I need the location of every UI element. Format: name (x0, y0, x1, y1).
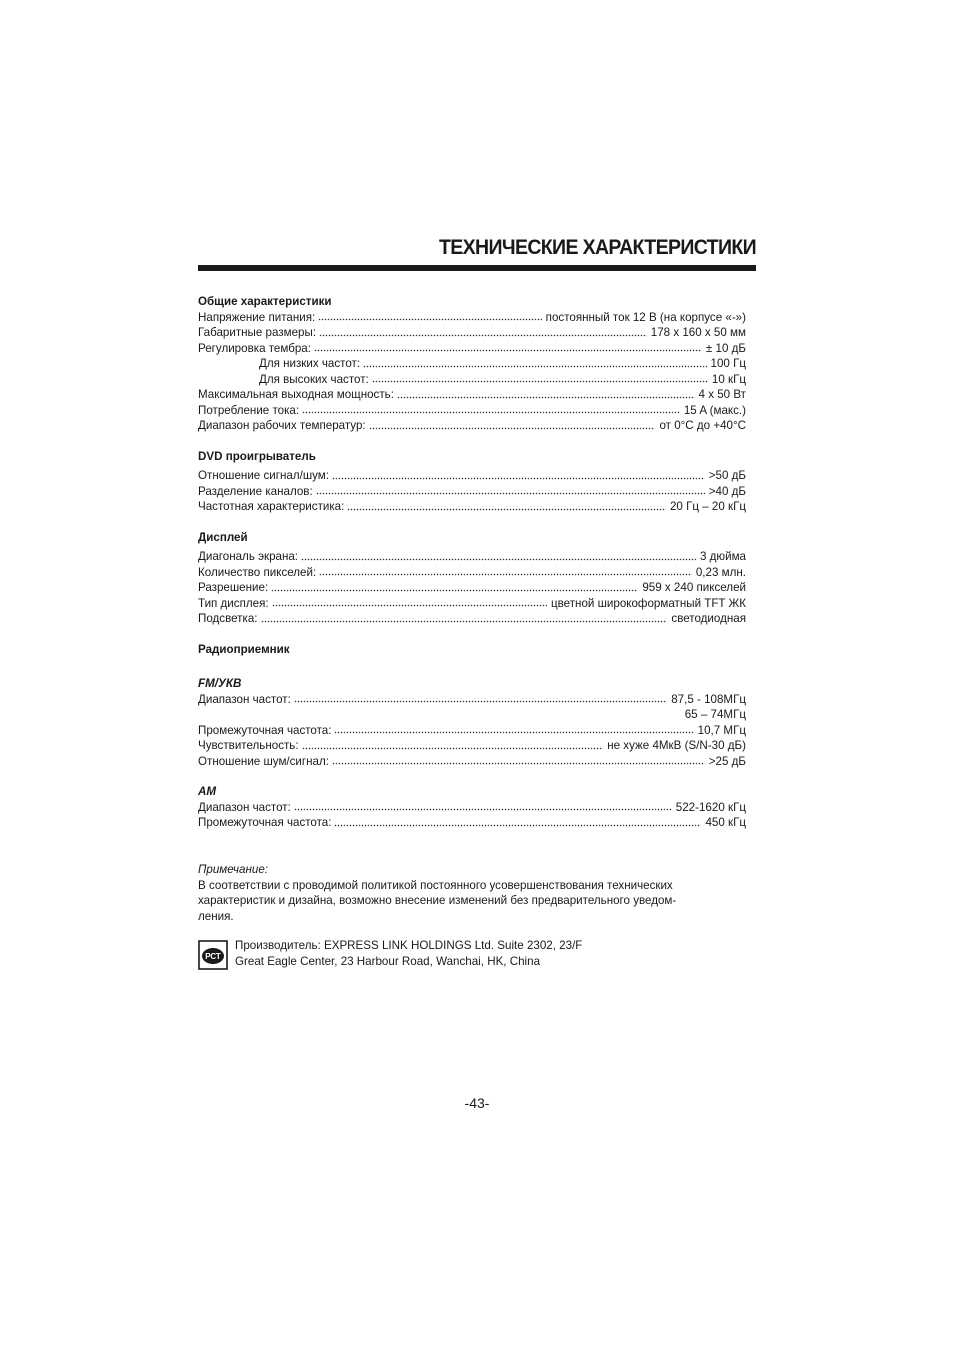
spec-row (198, 596, 746, 612)
spec-value: от 0°С до +40°С (659, 419, 746, 432)
spec-value: постоянный ток 12 В (на корпусе «-») (545, 310, 746, 324)
spec-value: 522-1620 кГц (675, 800, 746, 814)
section-gap (198, 769, 746, 784)
spec-value: не хуже 4МкВ (S/N-30 дБ) (607, 739, 746, 752)
spec-value: 450 кГц (705, 816, 746, 829)
dot-leader (319, 325, 647, 337)
spec-label: Габаритные размеры: (198, 326, 317, 339)
spec-row (198, 325, 746, 341)
note-line: В соответствии с проводимой политикой постоянного усовершенствования технических (198, 878, 673, 892)
dot-leader (294, 800, 672, 812)
manufacturer-line: Производитель: EXPRESS LINK HOLDINGS Ltd. Suite 2302, 23/F (235, 939, 583, 952)
spec-row (198, 580, 746, 596)
section-heading-dvd: DVD проигрыватель (198, 449, 316, 463)
dot-leader (261, 611, 668, 623)
subsection-heading-fm: FM/УКВ (198, 677, 242, 690)
spec-label: Тип дисплея: (198, 596, 269, 610)
spec-row (198, 565, 746, 581)
dot-leader (314, 341, 702, 353)
note-line: ления. (198, 909, 234, 923)
spec-label: Разрешение: (198, 581, 269, 594)
spec-label: Частотная характеристика: (198, 500, 345, 513)
subsection-heading-am: AM (198, 785, 217, 798)
dot-leader (347, 499, 666, 511)
spec-row (198, 418, 746, 434)
dot-leader (334, 815, 701, 827)
dot-leader (334, 723, 693, 735)
spec-label: Диапазон частот: (198, 800, 291, 814)
spec-row (198, 356, 746, 372)
spec-value: цветной широкоформатный TFT ЖК (551, 596, 746, 610)
spec-label: Напряжение питания: (198, 310, 316, 324)
spec-row (198, 310, 746, 326)
spec-label: Потребление тока: (198, 403, 300, 417)
spec-row (198, 738, 746, 754)
spec-label: Для низких частот: (259, 357, 361, 370)
spec-row (198, 611, 746, 627)
manufacturer-text (235, 938, 582, 969)
spec-row (198, 403, 746, 419)
spec-value: ± 10 дБ (705, 341, 746, 355)
spec-label: Регулировка тембра: (198, 341, 311, 355)
spec-value: 0,23 млн. (695, 565, 746, 579)
page-number: -43- (464, 1095, 490, 1111)
manufacturer-line: Great Eagle Center, 23 Harbour Road, Wanchai, HK, China (235, 954, 541, 968)
dot-leader (372, 372, 708, 384)
spec-label: Разделение каналов: (198, 484, 313, 498)
spec-value: 87,5 - 108МГц (671, 692, 746, 706)
spec-value: 3 дюйма (699, 550, 746, 563)
section-gap (198, 657, 746, 676)
dot-leader (272, 596, 547, 608)
spec-value: светодиодная (671, 612, 746, 625)
dot-leader (332, 754, 705, 766)
spec-row (198, 499, 746, 515)
dot-leader (319, 565, 692, 577)
certification-mark-text: РСТ (205, 952, 221, 961)
section-gap (198, 515, 746, 530)
dot-leader (302, 403, 680, 415)
spec-row (198, 387, 746, 403)
note-line: характеристик и дизайна, возможно внесение изменений без предварительного уведом- (198, 894, 677, 907)
spec-row (198, 549, 746, 565)
certification-mark-icon (198, 940, 228, 970)
spec-value: 100 Гц (710, 357, 746, 370)
note-title: Примечание: (198, 863, 268, 876)
spec-label: Диагональ экрана: (198, 550, 299, 563)
spec-label: Отношение сигнал/шум: (198, 469, 329, 482)
dot-leader (318, 310, 541, 322)
spec-value: 959 x 240 пикселей (642, 581, 746, 594)
spec-label: Чувствительность: (198, 739, 299, 752)
spec-value: 10 кГц (711, 372, 746, 386)
spec-row (198, 754, 746, 770)
section-gap (198, 627, 746, 642)
dot-leader (302, 738, 604, 750)
spec-value: 4 x 50 Вт (698, 388, 746, 401)
dot-leader (397, 387, 695, 399)
spec-row (198, 372, 746, 388)
spec-row (198, 692, 746, 708)
dot-leader (301, 549, 696, 561)
spec-row (198, 800, 746, 816)
spec-row (198, 723, 746, 739)
spec-label: Диапазон частот: (198, 692, 291, 706)
spec-value: 15 A (макс.) (683, 403, 746, 417)
section-gap (198, 434, 746, 449)
spec-label: Отношение шум/сигнал: (198, 754, 329, 768)
spec-row (198, 468, 746, 484)
spec-row (198, 341, 746, 357)
spec-value: 10,7 МГц (697, 723, 746, 737)
spec-label: Промежуточная частота: (198, 816, 332, 829)
spec-value: >50 дБ (708, 469, 746, 482)
section-heading-radio: Радиоприемник (198, 642, 290, 656)
spec-label: Подсветка: (198, 612, 258, 625)
spec-row (198, 815, 746, 831)
spec-row (198, 484, 746, 500)
dot-leader (363, 356, 706, 368)
spec-value: 20 Гц – 20 кГц (669, 500, 746, 513)
dot-leader (332, 468, 705, 480)
spec-label: Максимальная выходная мощность: (198, 388, 394, 401)
title-rule (198, 265, 756, 271)
spec-label: Количество пикселей: (198, 565, 317, 579)
spec-value: 178 x 160 x 50 мм (650, 326, 746, 339)
note (198, 862, 750, 924)
spec-row-continuation (198, 707, 746, 723)
spec-label: Диапазон рабочих температур: (198, 419, 366, 432)
spec-label: Промежуточная частота: (198, 723, 332, 737)
spec-label: Для высоких частот: (259, 372, 369, 386)
dot-leader (316, 484, 705, 496)
dot-leader (271, 580, 638, 592)
section-heading-general: Общие характеристики (198, 295, 332, 308)
spec-value: >25 дБ (708, 754, 746, 768)
page-title: ТЕХНИЧЕСКИЕ ХАРАКТЕРИСТИКИ (439, 236, 756, 259)
dot-leader (294, 692, 667, 704)
manufacturer-block (198, 938, 758, 972)
spec-value: 65 – 74МГц (684, 708, 746, 721)
spec-value: >40 дБ (708, 484, 746, 498)
section-heading-display: Дисплей (198, 530, 248, 544)
specifications (198, 294, 746, 831)
dot-leader (369, 418, 656, 430)
